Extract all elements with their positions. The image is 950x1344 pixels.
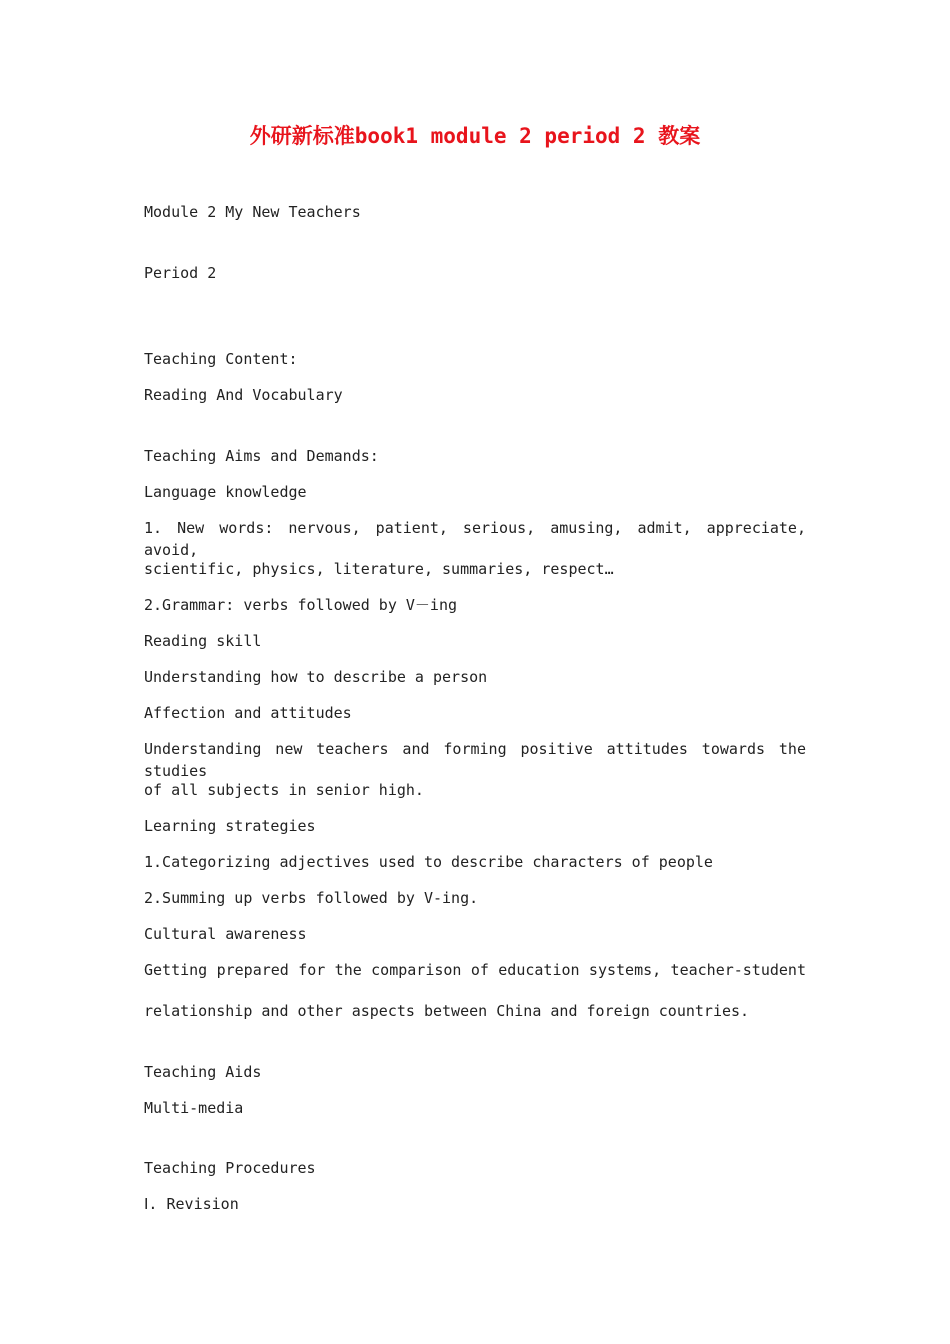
module-heading: Module 2 My New Teachers <box>144 203 361 221</box>
affection-heading: Affection and attitudes <box>144 704 352 722</box>
language-knowledge-heading: Language knowledge <box>144 483 307 501</box>
cultural-awareness-heading: Cultural awareness <box>144 925 307 943</box>
teaching-content-heading: Teaching Content: <box>144 350 298 368</box>
affection-text-continued: of all subjects in senior high. <box>144 781 424 799</box>
strategy-item-2: 2.Summing up verbs followed by V-ing. <box>144 889 479 907</box>
strategy-item-1: 1.Categorizing adjectives used to describe characters of people <box>144 853 713 871</box>
reading-skill-heading: Reading skill <box>144 632 262 650</box>
learning-strategies-heading: Learning strategies <box>144 817 316 835</box>
new-words-line: 1. New words: nervous, patient, serious, amusing, admit, appreciate, avoid, <box>144 519 806 559</box>
reading-skill-text: Understanding how to describe a person <box>144 668 488 686</box>
cultural-awareness-text: Getting prepared for the comparison of education systems, teacher-student <box>144 961 806 979</box>
teaching-aids-heading: Teaching Aids <box>144 1063 262 1081</box>
period-heading: Period 2 <box>144 264 217 282</box>
procedure-revision: Ⅰ. Revision <box>144 1195 239 1213</box>
teaching-content-text: Reading And Vocabulary <box>144 386 343 404</box>
grammar-line: 2.Grammar: verbs followed by V－ing <box>144 596 458 614</box>
affection-text: Understanding new teachers and forming positive attitudes towards the studies <box>144 740 806 780</box>
aims-heading: Teaching Aims and Demands: <box>144 447 379 465</box>
procedures-heading: Teaching Procedures <box>144 1159 316 1177</box>
cultural-awareness-text-continued: relationship and other aspects between China and foreign countries. <box>144 1002 750 1020</box>
document-title: 外研新标准book1 module 2 period 2 教案 <box>249 124 701 148</box>
new-words-continued: scientific, physics, literature, summaries, respect… <box>144 560 614 578</box>
teaching-aids-text: Multi-media <box>144 1099 244 1117</box>
